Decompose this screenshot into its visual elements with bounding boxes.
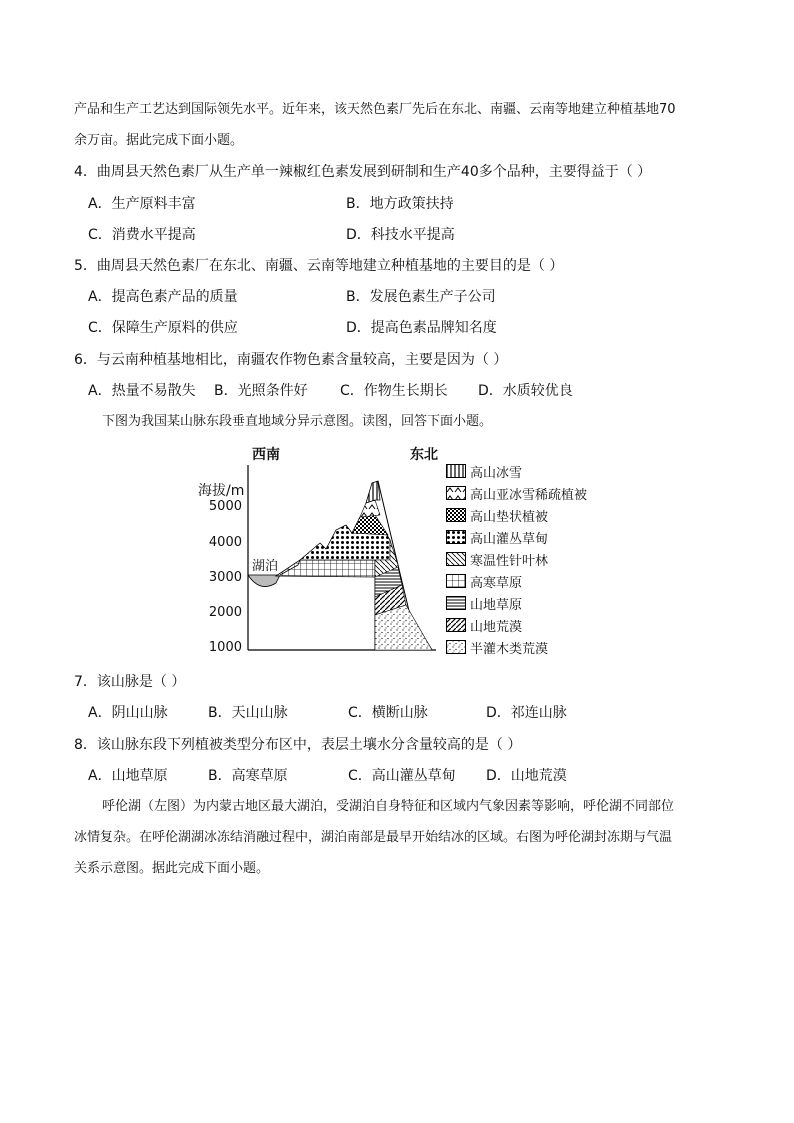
y-tick-3000: 3000 bbox=[208, 570, 242, 585]
question-5-stem: 5．曲周县天然色素厂在东北、南疆、云南等地建立种植基地的主要目的是（ ） bbox=[74, 258, 564, 274]
question-4-option-b[interactable]: B．地方政策扶持 bbox=[346, 196, 454, 212]
mountain-diagram bbox=[240, 455, 445, 655]
legend-label: 半灌木类荒漠 bbox=[470, 641, 549, 657]
question-7-stem: 7．该山脉是（ ） bbox=[74, 674, 186, 690]
intro-line-1: 产品和生产工艺达到国际领先水平。近年来，该天然色素厂先后在东北、南疆、云南等地建立种植基地70 bbox=[74, 102, 676, 117]
question-5-option-b[interactable]: B．发展色素生产子公司 bbox=[346, 289, 496, 305]
intro-line-2: 余万亩。据此完成下面小题。 bbox=[74, 133, 244, 148]
question-8-option-d[interactable]: D．山地荒漠 bbox=[486, 768, 567, 784]
question-5-option-a[interactable]: A．提高色素产品的质量 bbox=[88, 289, 238, 305]
legend-swatch-check-icon bbox=[446, 508, 466, 522]
question-4-option-d[interactable]: D．科技水平提高 bbox=[346, 227, 455, 243]
y-tick-4000: 4000 bbox=[208, 535, 242, 550]
question-7-option-b[interactable]: B．天山山脉 bbox=[208, 705, 288, 721]
legend-swatch-hatch-icon bbox=[446, 618, 466, 632]
legend-swatch-subnival-icon bbox=[446, 486, 466, 500]
y-tick-1000: 1000 bbox=[208, 640, 242, 655]
question-7-option-a[interactable]: A．阴山山脉 bbox=[88, 705, 168, 721]
legend-label: 高山垫状植被 bbox=[470, 509, 549, 525]
legend-item-mountain-desert bbox=[446, 616, 522, 634]
direction-northeast: 东北 bbox=[410, 447, 438, 463]
question-6-option-b[interactable]: B．光照条件好 bbox=[214, 383, 308, 399]
question-8-option-a[interactable]: A．山地草原 bbox=[88, 768, 168, 784]
passage-line-2: 冰情复杂。在呼伦湖湖冰冻结消融过程中，湖泊南部是最早开始结冰的区域。右图为呼伦湖封冻期与气温 bbox=[74, 830, 673, 845]
question-5-option-c[interactable]: C．保障生产原料的供应 bbox=[88, 320, 238, 336]
question-6-option-d[interactable]: D．水质较优良 bbox=[478, 383, 573, 399]
passage-line-3: 关系示意图。据此完成下面小题。 bbox=[74, 861, 270, 876]
legend-swatch-vertical-icon bbox=[446, 464, 466, 478]
question-4-option-c[interactable]: C．消费水平提高 bbox=[88, 227, 196, 243]
question-4-option-a[interactable]: A．生产原料丰富 bbox=[88, 196, 196, 212]
legend-label: 寒温性针叶林 bbox=[470, 553, 549, 569]
y-tick-5000: 5000 bbox=[208, 499, 242, 514]
legend-item-alpine-shrub-meadow bbox=[446, 528, 548, 546]
legend-swatch-dots-icon bbox=[446, 530, 466, 544]
y-tick-2000: 2000 bbox=[208, 605, 242, 620]
legend-item-alpine-ice-snow bbox=[446, 462, 522, 480]
legend-label: 山地草原 bbox=[470, 597, 523, 613]
question-6-option-c[interactable]: C．作物生长期长 bbox=[340, 383, 448, 399]
legend-label: 高山亚冰雪稀疏植被 bbox=[470, 487, 588, 503]
question-8-option-c[interactable]: C．高山灌丛草甸 bbox=[348, 768, 456, 784]
lake-label: 湖泊 bbox=[252, 559, 279, 574]
question-4-stem: 4．曲周县天然色素厂从生产单一辣椒红色素发展到研制和生产40多个品种，主要得益于（ ） bbox=[74, 164, 652, 180]
legend-item-subnival bbox=[446, 484, 587, 502]
passage-line-1: 呼伦湖（左图）为内蒙古地区最大湖泊，受湖泊自身特征和区域内气象因素等影响，呼伦湖不同部位 bbox=[102, 799, 675, 814]
y-axis-label: 海拔/m bbox=[198, 483, 245, 499]
question-8-stem: 8．该山脉东段下列植被类型分布区中，表层土壤水分含量较高的是（ ） bbox=[74, 737, 522, 753]
legend-item-semi-shrub-desert bbox=[446, 638, 548, 656]
direction-southwest: 西南 bbox=[252, 447, 280, 463]
legend-swatch-diagonal-icon bbox=[446, 552, 466, 566]
legend-label: 山地荒漠 bbox=[470, 619, 523, 635]
question-7-option-d[interactable]: D．祁连山脉 bbox=[486, 705, 567, 721]
question-6-option-a[interactable]: A．热量不易散失 bbox=[88, 383, 196, 399]
question-5-option-d[interactable]: D．提高色素品牌知名度 bbox=[346, 320, 497, 336]
legend-swatch-speckle-icon bbox=[446, 640, 466, 654]
legend-item-alpine-grassland bbox=[446, 572, 522, 590]
legend-label: 高山冰雪 bbox=[470, 465, 523, 481]
question-6-stem: 6．与云南种植基地相比，南疆农作物色素含量较高，主要是因为（ ） bbox=[74, 352, 508, 368]
legend-label: 高山灌丛草甸 bbox=[470, 531, 549, 547]
question-7-option-c[interactable]: C．横断山脉 bbox=[348, 705, 428, 721]
legend-label: 高寒草原 bbox=[470, 575, 523, 591]
legend-item-mountain-steppe bbox=[446, 594, 522, 612]
legend-item-coniferous-forest bbox=[446, 550, 548, 568]
question-8-option-b[interactable]: B．高寒草原 bbox=[208, 768, 288, 784]
figure-intro: 下图为我国某山脉东段垂直地域分异示意图。读图，回答下面小题。 bbox=[102, 414, 493, 429]
legend-swatch-horizontal-icon bbox=[446, 596, 466, 610]
legend-item-alpine-cushion bbox=[446, 506, 548, 524]
legend-swatch-grid-icon bbox=[446, 574, 466, 588]
